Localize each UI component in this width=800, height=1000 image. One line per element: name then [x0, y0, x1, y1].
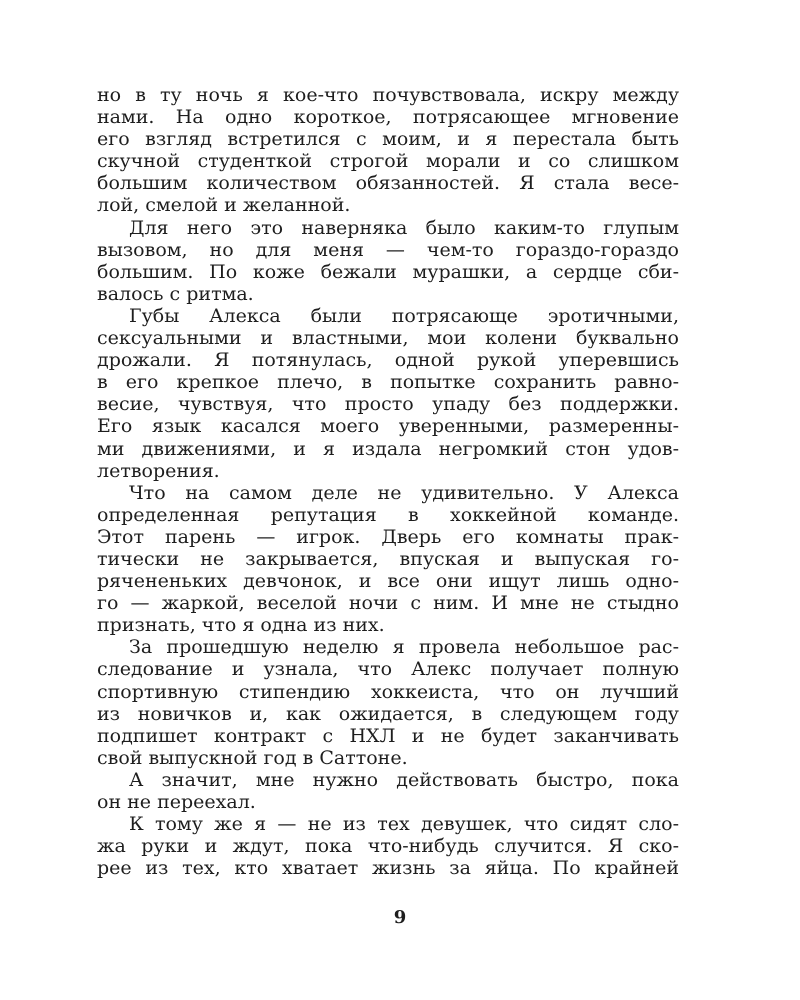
text-line: рее из тех, кто хватает жизнь за яйца. По крайней	[97, 857, 679, 880]
text-line: Для него это наверняка было каким-то глупым	[129, 216, 679, 239]
text-line: из новичков и, как ожидается, в следующем году	[97, 702, 679, 725]
text-line: сексуальными и властными, мои колени буквально	[97, 327, 679, 350]
text-line: нами. На одно короткое, потрясающее мгновение	[97, 106, 679, 129]
text-line: Этот парень — игрок. Дверь его комнаты прак-	[97, 525, 679, 548]
text-line: большим количеством обязанностей. Я стала весе-	[97, 172, 679, 195]
text-line: свой выпускной год в Саттоне.	[97, 746, 408, 769]
text-line: вызовом, но для меня — чем-то гораздо-гораздо	[97, 238, 679, 261]
text-line: летворения.	[97, 459, 220, 482]
text-line: но в ту ночь я кое-что почувствовала, искру между	[97, 84, 679, 106]
text-line: определенная репутация в хоккейной команде.	[97, 503, 679, 526]
text-line: К тому же я — не из тех девушек, что сидят сло-	[129, 813, 679, 836]
text-line: рячененьких девчонок, и все они ищут лишь одно-	[97, 570, 679, 593]
text-line: признать, что я одна из них.	[97, 614, 385, 637]
text-line: подпишет контракт с НХЛ и не будет заканчивать	[97, 724, 679, 747]
text-line: дрожали. Я потянулась, одной рукой уперевшись	[97, 349, 679, 372]
text-line: тически не закрывается, впуская и выпуская го-	[97, 547, 679, 570]
text-line: его взгляд встретился с моим, и я перестала быть	[97, 128, 679, 151]
text-line: скучной студенткой строгой морали и со слишком	[97, 150, 679, 173]
text-line: большим. По коже бежали мурашки, а сердце сби-	[97, 260, 679, 283]
text-line: спортивную стипендию хоккеиста, что он лучший	[97, 680, 679, 703]
page-number: 9	[393, 907, 407, 928]
text-line: Его язык касался моего уверенными, размеренны-	[97, 415, 679, 438]
text-line: жа руки и ждут, пока что-нибудь случится. Я ско-	[97, 835, 679, 858]
text-line: в его крепкое плечо, в попытке сохранить равно-	[97, 371, 679, 394]
text-line: следование и узнала, что Алекс получает полную	[97, 658, 679, 681]
text-line: лой, смелой и желанной.	[97, 194, 351, 217]
text-line: он не переехал.	[97, 791, 256, 813]
text-line: Что на самом деле не удивительно. У Алекса	[129, 481, 679, 504]
text-line: ми движениями, и я издала негромкий стон удов-	[97, 437, 679, 460]
text-line: валось с ритма.	[97, 282, 254, 305]
body-text	[97, 84, 679, 879]
text-line: А значит, мне нужно действовать быстро, пока	[129, 768, 679, 791]
text-line: весие, чувствуя, что просто упаду без поддержки.	[97, 393, 679, 416]
text-line: Губы Алекса были потрясающе эротичными,	[129, 304, 679, 327]
text-line: За прошедшую неделю я провела небольшое рас-	[129, 636, 679, 659]
text-line: го — жаркой, веселой ночи с ним. И мне не стыдно	[97, 592, 679, 615]
